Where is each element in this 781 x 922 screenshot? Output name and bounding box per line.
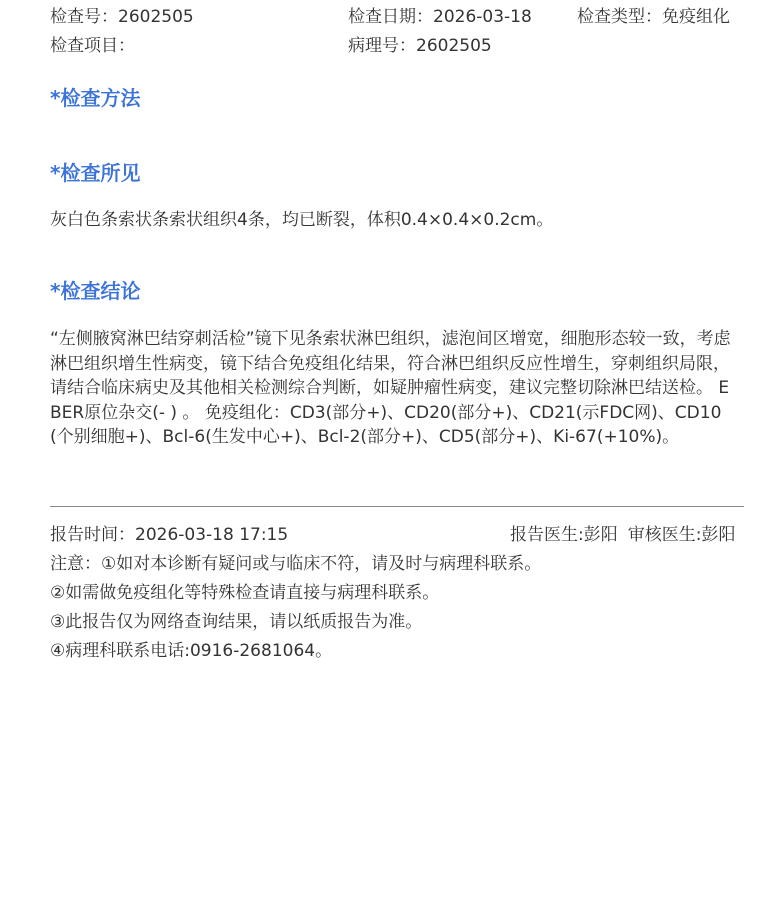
exam-item — [50, 34, 135, 59]
reviewing-doctor: 审核医生:彭阳 — [627, 525, 736, 545]
doctor-signatures — [510, 523, 735, 548]
note-line: ②如需做免疫组化等特殊检查请直接与病理科联系。 — [50, 583, 440, 603]
note-line: ④病理科联系电话:0916-2681064。 — [50, 641, 333, 661]
exam-number-label: 检查号： — [50, 7, 118, 27]
footer-divider — [50, 506, 744, 507]
exam-type-value: 免疫组化 — [662, 7, 730, 27]
pathology-number — [348, 34, 492, 59]
note-line: ③此报告仅为网络查询结果，请以纸质报告为准。 — [50, 612, 423, 632]
section-title-findings: *检查所见 — [50, 161, 141, 185]
exam-date-label: 检查日期： — [348, 7, 433, 27]
report-time-label: 报告时间： — [50, 525, 135, 545]
section-title-method: *检查方法 — [50, 86, 141, 110]
exam-type — [577, 5, 730, 30]
reporting-doctor: 报告医生:彭阳 — [510, 525, 618, 545]
exam-item-label: 检查项目： — [50, 36, 135, 56]
exam-number-value: 2602505 — [118, 7, 194, 27]
conclusion-text: “左侧腋窝淋巴结穿刺活检”镜下见条索状淋巴组织，滤泡间区增宽，细胞形态较一致，考虑淋巴组织增生性病变，镜下结合免疫组化结果，符合淋巴组织反应性增生，穿刺组织局限，请结合临床病史及其他相关检测综合判断，如疑肿瘤性病变，建议完整切除淋巴结送检。 EBER原位杂交(- ) 。 免疫组化：CD3(部分+)、CD20(部分+)、CD21(示FDC网)、CD10(个别细胞+)、Bcl-6(生发中心+)、Bcl-2(部分+)、CD5(部分+)、Ki-67(+10%)。 — [50, 329, 731, 448]
exam-date — [348, 5, 532, 30]
exam-date-value: 2026-03-18 — [433, 7, 532, 27]
findings-text: 灰白色条索状条索状组织4条，均已断裂，体积0.4×0.4×0.2cm。 — [50, 210, 554, 230]
note-line: 注意：①如对本诊断有疑问或与临床不符，请及时与病理科联系。 — [50, 554, 542, 574]
pathology-number-value: 2602505 — [416, 36, 492, 56]
pathology-number-label: 病理号： — [348, 36, 416, 56]
report-time-value: 2026-03-18 17:15 — [135, 525, 289, 545]
exam-type-label: 检查类型： — [577, 7, 662, 27]
section-title-conclusion: *检查结论 — [50, 279, 141, 303]
exam-number — [50, 5, 194, 30]
report-time — [50, 523, 288, 548]
